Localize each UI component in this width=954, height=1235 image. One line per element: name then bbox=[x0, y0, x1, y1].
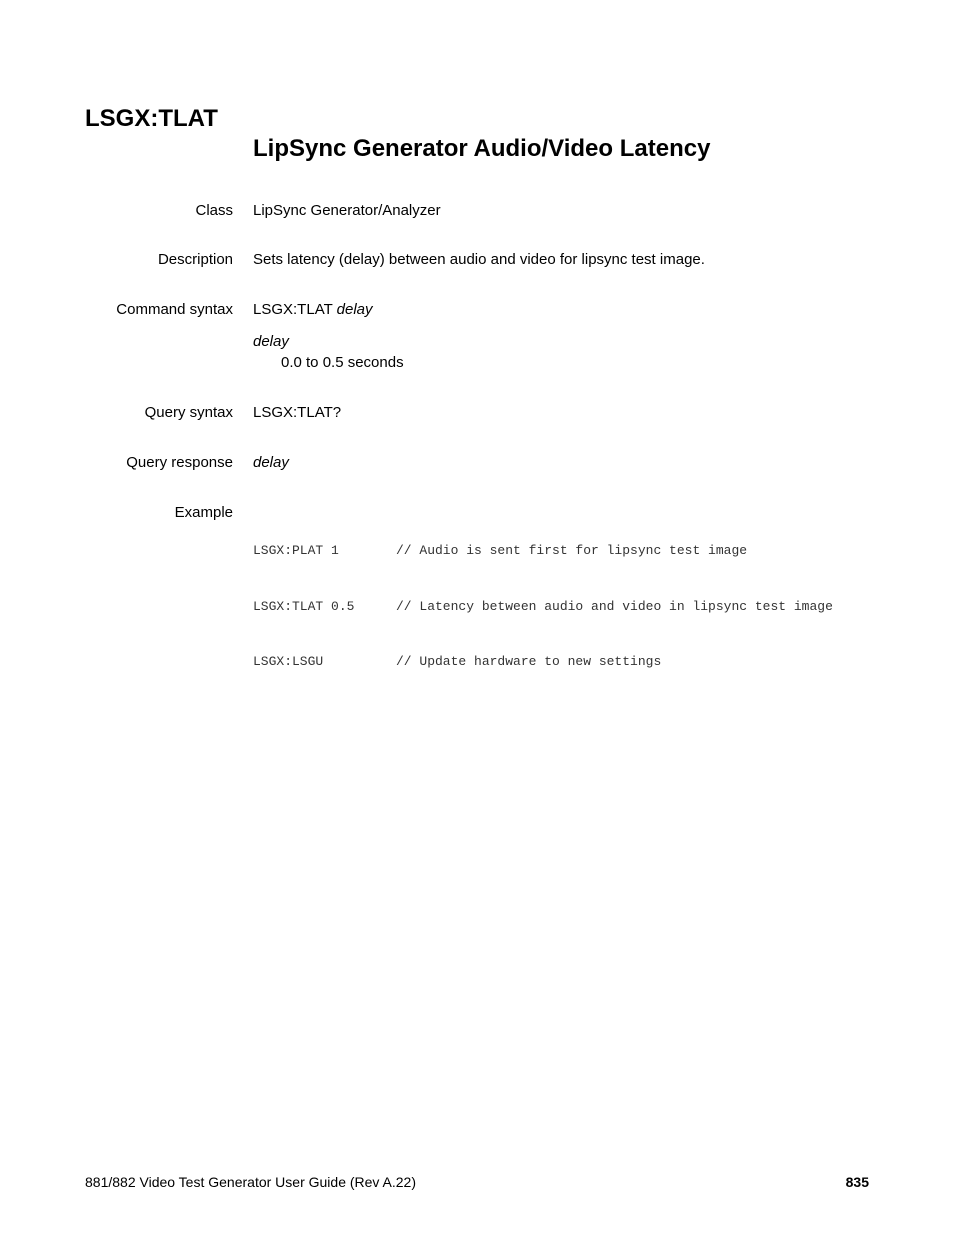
query-response-value: delay bbox=[253, 454, 289, 471]
example-label: Example bbox=[174, 504, 233, 521]
command-syntax-param: delay bbox=[336, 301, 373, 318]
class-value: LipSync Generator/Analyzer bbox=[253, 202, 441, 219]
command-subtitle: LipSync Generator Audio/Video Latency bbox=[253, 135, 711, 162]
command-syntax-value bbox=[253, 300, 373, 320]
example-line bbox=[253, 542, 833, 561]
query-syntax-label: Query syntax bbox=[144, 404, 233, 421]
description-value: Sets latency (delay) between audio and video for lipsync test image. bbox=[253, 251, 705, 268]
footer-page-number: 835 bbox=[845, 1174, 869, 1190]
command-syntax-label: Command syntax bbox=[116, 301, 233, 318]
example-comment: // Latency between audio and video in lipsync test image bbox=[396, 598, 833, 614]
example-line bbox=[253, 653, 833, 672]
class-label: Class bbox=[195, 202, 233, 219]
example-comment: // Update hardware to new settings bbox=[396, 654, 662, 669]
description-label: Description bbox=[157, 251, 233, 268]
parameter-name: delay bbox=[253, 333, 289, 350]
example-line bbox=[253, 598, 833, 617]
parameter-range: 0.0 to 0.5 seconds bbox=[281, 354, 404, 371]
query-syntax-value: LSGX:TLAT? bbox=[253, 404, 342, 421]
example-command: LSGX:TLAT 0.5 bbox=[253, 598, 355, 614]
command-title: LSGX:TLAT bbox=[85, 105, 218, 132]
parameter-definition bbox=[253, 331, 404, 373]
example-code bbox=[253, 505, 833, 709]
footer-doc-title: 881/882 Video Test Generator User Guide (Rev A.22) bbox=[85, 1174, 417, 1190]
example-comment: // Audio is sent first for lipsync test image bbox=[396, 543, 748, 558]
query-response-label: Query response bbox=[126, 454, 233, 471]
example-command: LSGX:PLAT 1 bbox=[253, 543, 339, 558]
example-command: LSGX:LSGU bbox=[253, 654, 324, 669]
command-syntax-command: LSGX:TLAT bbox=[253, 301, 333, 318]
